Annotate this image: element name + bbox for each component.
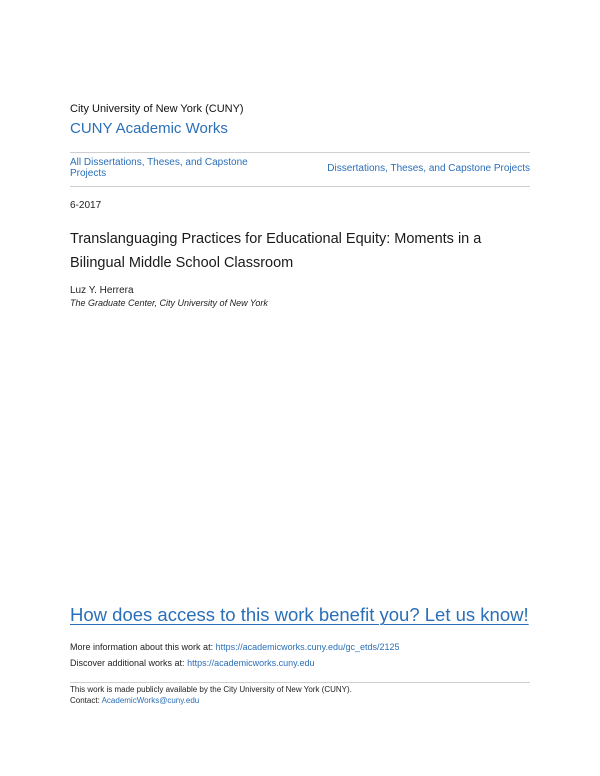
feedback-link[interactable]: How does access to this work benefit you? Let us know!: [70, 604, 529, 625]
contact-label: Contact:: [70, 696, 102, 705]
availability-notice: This work is made publicly available by the City University of New York (CUNY).: [70, 685, 352, 694]
publication-date: 6-2017: [70, 200, 102, 211]
header-divider: [70, 152, 530, 153]
more-info-url-link[interactable]: https://academicworks.cuny.edu/gc_etds/2125: [215, 642, 400, 652]
discover-line: [70, 658, 314, 668]
institution-name: City University of New York (CUNY): [70, 103, 244, 115]
discover-label: Discover additional works at:: [70, 658, 188, 668]
author-affiliation: The Graduate Center, City University of New York: [70, 298, 268, 308]
site-name-link[interactable]: CUNY Academic Works: [70, 120, 228, 137]
more-info-line: [70, 642, 400, 652]
breadcrumb-divider: [70, 186, 530, 187]
author-name: Luz Y. Herrera: [70, 285, 134, 296]
discover-url-link[interactable]: https://academicworks.cuny.edu: [187, 658, 315, 668]
contact-line: [70, 696, 199, 705]
breadcrumb-dissertations-link[interactable]: Dissertations, Theses, and Capstone Projects: [327, 163, 530, 174]
contact-email-link[interactable]: AcademicWorks@cuny.edu: [101, 696, 200, 705]
more-info-label: More information about this work at:: [70, 642, 216, 652]
footer-divider: [70, 682, 530, 683]
breadcrumb-all-dissertations-link[interactable]: All Dissertations, Theses, and Capstone Projects: [70, 157, 248, 179]
document-title: Translanguaging Practices for Educational Equity: Moments in a Bilingual Middle School Classroom: [70, 231, 482, 271]
